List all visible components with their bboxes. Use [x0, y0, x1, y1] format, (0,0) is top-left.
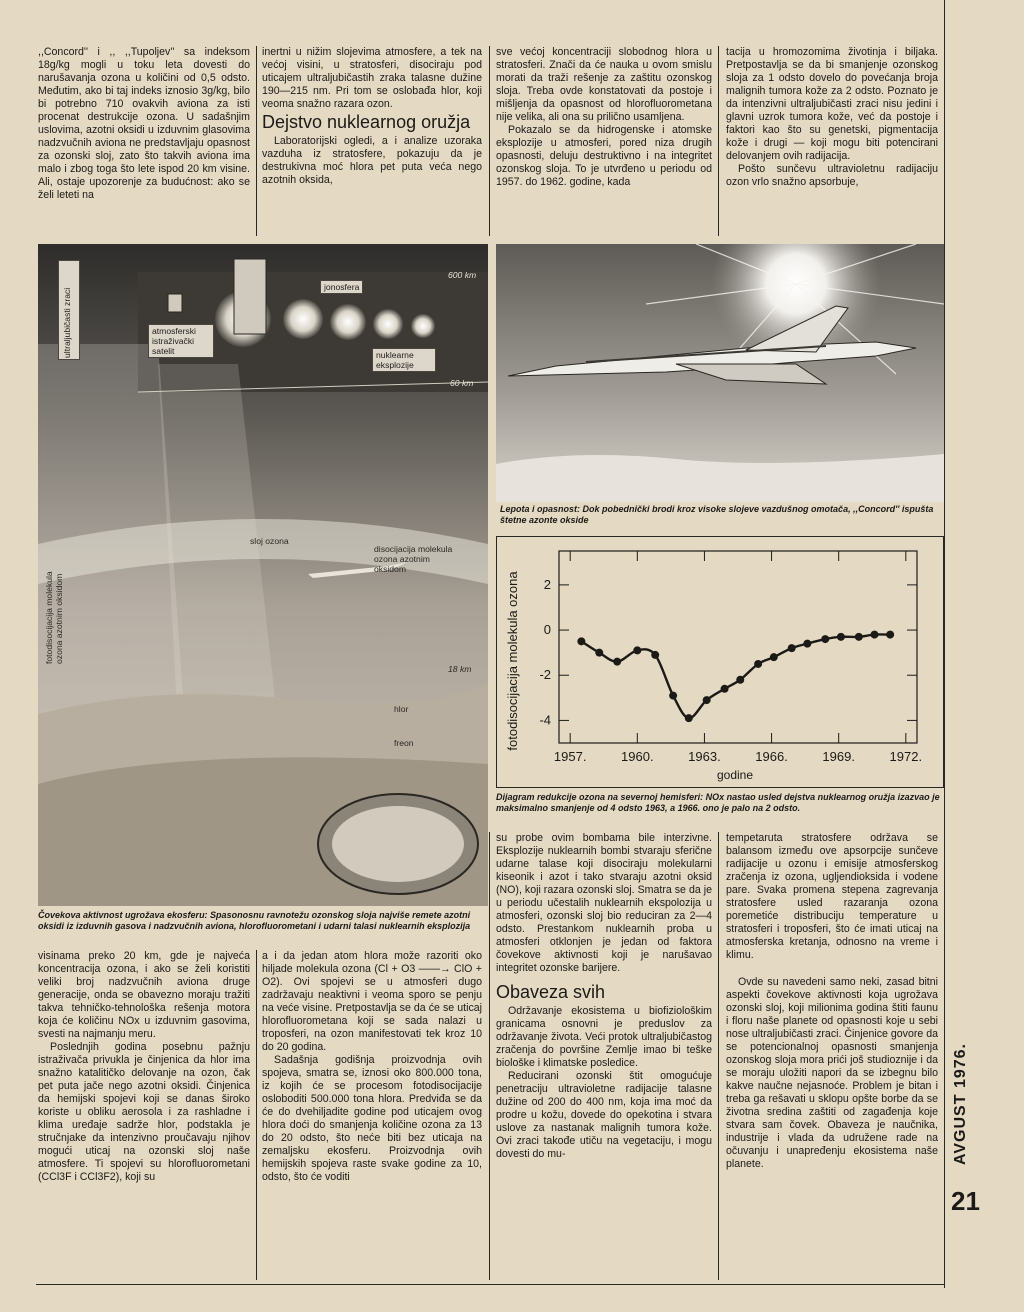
chart-data-point [736, 676, 744, 684]
bottom-rule [36, 1284, 944, 1285]
photo-caption: Lepota i opasnost: Dok pobednički brodi kroz visoke slojeve vazdušnog omotača, ,,Concord'' ispušta štetne azonte okside [500, 504, 934, 525]
chart-data-point [651, 651, 659, 659]
paragraph: Laboratorijski ogledi, a i analize uzoraka vazduha iz stratosfere, pokazuju da je destrukivna moć hlora pet puta veća nego azotnih oksida, [262, 135, 482, 186]
paragraph: visinama preko 20 km, gde je najveća koncentracija ozona, i ako se želi koristiti veliki broj nadzvučnih aviona druge generacije, onda se obavezno moraju tražiti takva tehničko-tehnološka rešenja motora koja će količinu NOx u izduvnim gasovima, svesti na najmanju meru. [38, 950, 250, 1040]
paragraph: inertni u nižim slojevima atmosfere, a tek na većoj visini, u stratosferi, disociraju pod uticajem ultraljubičastih zraka talasne dužine 190—215 nm. Pri tom se oslobađa hlor, koji veoma snažno razara ozon. [262, 46, 482, 110]
chart-data-point [870, 631, 878, 639]
chart-x-tick-label: 1972. [889, 749, 923, 764]
chart-x-tick-label: 1957. [553, 749, 587, 764]
paragraph: Pokazalo se da hidrogenske i atomske eksplozije u atmosferi, pored niza drugih opasnosti, deluju destruktivno i na integritet ozonskog sloja. To je utvrđeno u periodu od 1957. do 1962. godine, kada [496, 124, 712, 188]
chart-caption: Dijagram redukcije ozona na severnoj hemisferi: NOx nastao usled dejstva nuklearnog oružja izazvao je maksimalno smanjenje od 4 odsto 1963, a 1966. ono je palo na 2 odsto. [496, 792, 940, 813]
issue-date-text: AVGUST 1976. [952, 1043, 969, 1165]
chart-y-tick-label: -4 [539, 712, 551, 728]
chart-data-point [886, 631, 894, 639]
paragraph: tempetaruta stratosfere održava se balansom između ove apsorpcije sunčeve radijacije u ozonu i emisije atmosferskog zračenja iz ozona, ugljendioksida i vodene pare. Svaka promena stepena zagrevanja stratosfere usled razaranja ozona poremetiće distribuciju temperature u stratosferi i troposferi, što će imati uticaj na atmosferska kretanja, odnosno na vreme i klimu. [726, 832, 938, 961]
paragraph: su probe ovim bombama bile interzivne. Eksplozije nuklearnih bombi stvaraju sferične udarne talase koji disociraju molekularni kiseonik i azot i tako stvaraju azotni oksid (NO), koji razara ozonski sloj. Smatra se da je u periodu učestalih nuklearnih ekspolozija u atmosferi, ozonski sloj bio reduciran za 2—4 odsto. Prestankom nuklearnih proba u atmosferi otklonjen je jedan od faktora čovekove aktivnosti koji je narušavao integritet ozonske barijere. [496, 832, 712, 974]
altitude-18-label: 18 km [448, 664, 472, 674]
chart-plot-frame [559, 551, 917, 743]
paragraph: tacija u hromozomima životinja i biljaka. Pretpostavlja se da bi smanjenje ozonskog sloja za 1 odsto dovelo do povećanja broja malignih tumora kože za 2 odsto. Poznato je da intenzivni ultraljubičasti zraci nisu jedini i glavni uzrok tumora kože, već da postoje i faktori kao što su genetski, pigmentacija kože i drugi — koji mogu biti potencirani delovanjem ovih radijacija. [726, 46, 938, 162]
chart-data-point [770, 653, 778, 661]
chart-data-point [703, 696, 711, 704]
column-3-bottom [496, 832, 712, 1282]
chart-data-point [788, 644, 796, 652]
chart-data-point [721, 685, 729, 693]
chart-data-point [855, 633, 863, 641]
chart-svg [497, 537, 943, 787]
chart-data-point [837, 633, 845, 641]
section-heading: Dejstvo nuklearnog oružja [262, 112, 471, 132]
freon-label: freon [394, 738, 414, 748]
paragraph: ,,Concord'' i ,, ,,Tupoljev'' sa indeksom 18g/kg mogli u toku leta dovesti do narušavanja ozona u količini od 0,5 odsto. Međutim, ako bi taj indeks iznosio 3g/kg, bilo bi potrebno 710 ovakvih aviona za isti procenat destrukcije ozona. U sadašnjim uslovima, azotni oksidi u izduvnim glasovima nadzvučnih aviona ne predstavljaju opasnost za ozonski sloj, zato što takvih aviona ima malo i zbog toga što lete ispod 20 km visine. Ali, ostaje upozorenje za budućnost: ako se želi leteti na [38, 46, 250, 201]
chart-x-tick-label: 1969. [822, 749, 855, 764]
ozone-reduction-chart [496, 536, 944, 788]
dissociation-label: disocijacija molekula ozona azotnim oksidom [374, 544, 453, 574]
column-rule [718, 46, 719, 236]
chart-data-point [577, 637, 585, 645]
chlorine-label: hlor [394, 704, 409, 714]
satellite-label: atmosferski istraživački satelit [148, 324, 214, 358]
column-rule [718, 832, 719, 1280]
page-edge-rule [944, 0, 945, 1288]
column-rule [256, 950, 257, 1280]
paragraph: Ovde su navedeni samo neki, zasad bitni aspekti čovekove aktivnosti koja ugrožava ozonski sloj, koji milionima godina štiti faunu i floru naše planete od opasnosti koje u sebi nose ultraljubičasti zraci. Činjenice govore da se potencionalnoj opasnosti smanjenja ozonskog sloja mora prići još studioznije i da se moraju uložiti napori da se izbegnu bilo kakve naučne nejasnoće. Problem je bitan i treba ga rešavati u sklopu opšte borbe da se životna sredina zaštiti od zagađenja koje stvara sam čovek. Obaveza je naučnika, industrije i vlada da udružene rade na očuvanju i unapređenju ekosistema naše planete. [726, 976, 938, 1170]
ionosphere-label: jonosfera [320, 280, 363, 294]
chart-x-tick-label: 1960. [621, 749, 654, 764]
column-4-bottom [726, 832, 938, 1282]
chart-data-point [595, 649, 603, 657]
concorde-photo [496, 244, 944, 502]
chart-y-axis-label: fotodisocijacija molekula ozona [505, 571, 520, 751]
chart-y-tick-label: 2 [543, 576, 551, 592]
ozone-layer-label: sloj ozona [250, 536, 289, 546]
chart-data-point [685, 714, 693, 722]
chart-data-point [821, 635, 829, 643]
chart-data-point [669, 692, 677, 700]
column-1-bottom [38, 950, 250, 1282]
paragraph: Poslednjih godina posebnu pažnju istraživača privukla je činjenica da hlor ima snažno katalitičko delovanje na ozon, čak pet puta jače nego azotni oksidi. Činjenica da hemijski spojevi koji se danas široko koriste u obliku aerosola i za rashladne i klima uređaje sadrže hlor, podstakla je stručnjake da intenzivno proučavaju njihov mogući uticaj na ozonski sloj naše atmosfere. Ti spojevi su hlorofluorometani (CCl3F i CCl3F2), koji su [38, 1041, 250, 1183]
column-rule [256, 46, 257, 236]
chart-y-tick-label: -2 [539, 667, 551, 683]
chart-y-tick-label: 0 [543, 622, 551, 638]
paragraph: a i da jedan atom hlora može razoriti oko hiljade molekula ozona (Cl + O3 ——→ ClO + O2). Ovi spojevi se u atmosferi dugo zadržavaju neaktivni i veoma sporo se penju na veće visine. Pretpostavlja se da će se uticaj hlorofluorometana koji se sada nalazi u troposferi, na ozon manifestovati tek kroz 10 do 20 godina. [262, 950, 482, 1053]
column-rule [489, 832, 490, 1280]
column-3-top [496, 46, 712, 236]
paragraph: sve većoj koncentraciji slobodnog hlora u stratosferi. Znači da će nauka u ovom smislu morati da traži rešenje za zaštitu ozonskog sloja. Treba ovde konstatovati da postoje i mišljenja da opasnost od hlorofluorometana nije velika, ali ona su prilično usamljena. [496, 46, 712, 123]
chart-data-point [754, 660, 762, 668]
illustration-artwork [38, 244, 488, 906]
chart-x-tick-label: 1963. [688, 749, 721, 764]
altitude-600-label: 600 km [448, 270, 477, 280]
column-1-top [38, 46, 250, 236]
column-4-top [726, 46, 938, 236]
chart-data-point [633, 646, 641, 654]
chart-data-point [803, 640, 811, 648]
chart-series-line [581, 634, 890, 718]
photodissociation-label: fotodisocijacija molekula ozona azotnim oksidom [44, 571, 64, 664]
issue-date [950, 1024, 972, 1184]
paragraph: Održavanje ekosistema u biofiziološkim granicama osnovni je preduslov za održavanje života. Veći protok ultraljubičastog zračenja do površine Zemlje imao bi teške biološke i klimatske posledice. [496, 1005, 712, 1069]
paragraph: Reducirani ozonski štit omogućuje penetraciju ultravioletne radijacije talasne dužine od 200 do 400 nm, koja ima moć da prodre u kožu, dovede do opekotina i stvara uslove za nastanak malignih tumora kože. Ovi zraci takođe utiču na vegetaciju, i mogu dovesti do mu- [496, 1070, 712, 1160]
column-2-bottom [262, 950, 482, 1282]
nuclear-explosions-label: nuklearne eksplozije [372, 348, 436, 372]
illustration-caption: Čovekova aktivnost ugrožava ekosferu: Spasonosnu ravnotežu ozonskog sloja najviše remete azotni oksidi iz izduvnih gasova i nadzvučnih aviona, hlorofluorometani i udarni talasi nuklearnih eksplozija [38, 910, 471, 931]
paragraph: Sadašnja godišnja proizvodnja ovih spojeva, smatra se, iznosi oko 800.000 tona, iz kojih će se procesom fotodisocijacije osloboditi 500.000 tona hlora. Predviđa se da će do dvehiljadite godine pod uticajem ovog hlora doći do smanjenja količine ozona za 13 do 20 odsto, što neće biti bez uticaja na zemaljsku ekosferu. Proizvodnja ovih hemijskih spojeva raste svake godine za 10, odsto, što će voditi [262, 1054, 482, 1183]
concorde-artwork [496, 244, 944, 502]
paragraph: Pošto sunčevu ultravioletnu radijaciju ozon vrlo snažno apsorbuje, [726, 163, 938, 188]
chart-x-tick-label: 1966. [755, 749, 788, 764]
column-rule [489, 46, 490, 236]
altitude-60-label: 60 km [450, 378, 474, 388]
section-heading: Obaveza svih [496, 982, 606, 1002]
chart-x-axis-label: godine [716, 768, 754, 782]
uv-rays-label: ultraljubičasti zraci [58, 260, 80, 360]
chart-data-point [613, 658, 621, 666]
ecosphere-illustration [38, 244, 488, 906]
page-number: 21 [951, 1186, 980, 1216]
column-2-top [262, 46, 482, 236]
